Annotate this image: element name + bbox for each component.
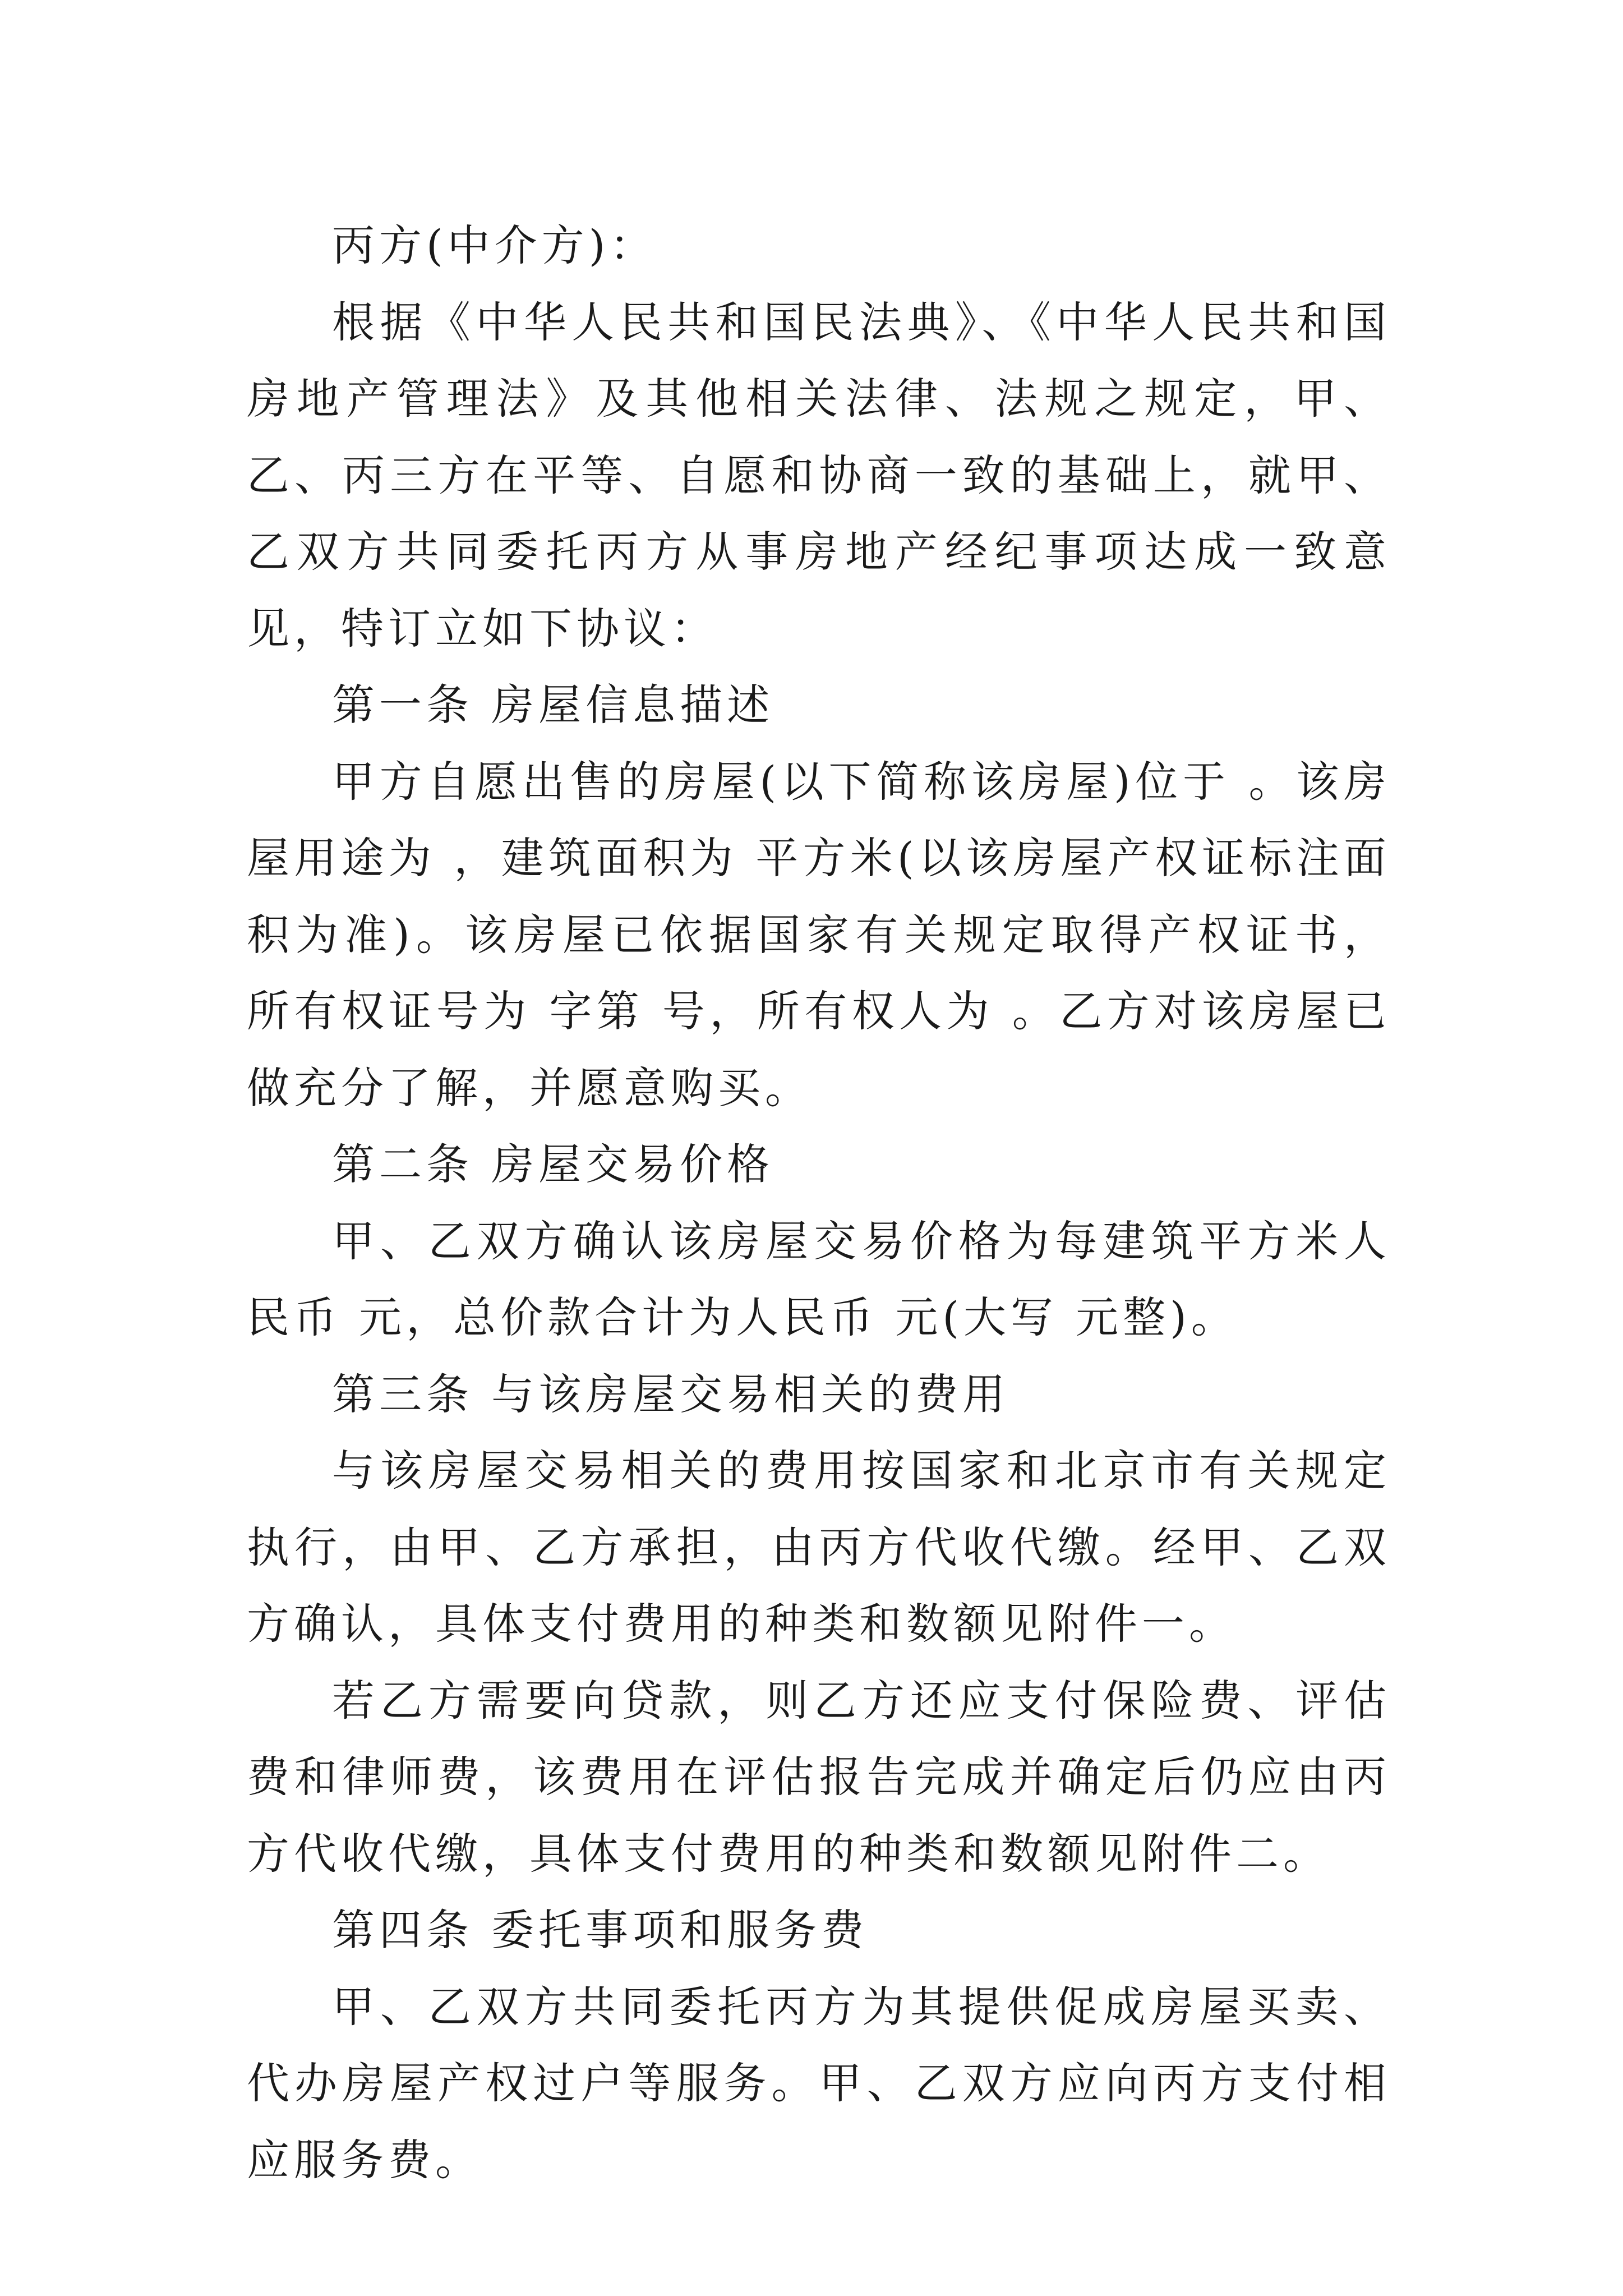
article-2-paragraph: 甲、乙双方确认该房屋交易价格为每建筑平方米人民币 元，总价款合计为人民币 元(大写 元整)。 (247, 1216, 1391, 1342)
article-4-paragraph: 甲、乙双方共同委托丙方为其提供促成房屋买卖、代办房屋产权过户等服务。甲、乙双方应向丙方支付相应服务费。 (247, 1981, 1391, 2185)
party-c-label: 丙方(中介方)： (332, 220, 657, 270)
document-body (247, 208, 1391, 2198)
article-3-paragraph-2: 若乙方需要向贷款，则乙方还应支付保险费、评估费和律师费，该费用在评估报告完成并确定后仍应由丙方代收代缴，具体支付费用的种类和数额见附件二。 (247, 1675, 1391, 1879)
article-4-heading: 第四条 委托事项和服务费 (332, 1905, 869, 1955)
preamble-paragraph: 根据《中华人民共和国民法典》、《中华人民共和国房地产管理法》及其他相关法律、法规之规定，甲、乙、丙三方在平等、自愿和协商一致的基础上，就甲、乙双方共同委托丙方从事房地产经纪事项达成一致意见，特订立如下协议： (247, 297, 1391, 654)
article-2-heading: 第二条 房屋交易价格 (332, 1139, 774, 1189)
article-3-paragraph-1: 与该房屋交易相关的费用按国家和北京市有关规定执行，由甲、乙方承担，由丙方代收代缴。经甲、乙双方确认，具体支付费用的种类和数额见附件一。 (247, 1446, 1391, 1649)
article-1-paragraph: 甲方自愿出售的房屋(以下简称该房屋)位于 。该房屋用途为 ，建筑面积为 平方米(以该房屋产权证标注面积为准)。该房屋已依据国家有关规定取得产权证书，所有权证号为 字第 号，所有权人为 。乙方对该房屋已做充分了解，并愿意购买。 (247, 756, 1391, 1113)
article-1-heading: 第一条 房屋信息描述 (332, 680, 774, 730)
article-3-heading: 第三条 与该房屋交易相关的费用 (332, 1369, 1010, 1419)
